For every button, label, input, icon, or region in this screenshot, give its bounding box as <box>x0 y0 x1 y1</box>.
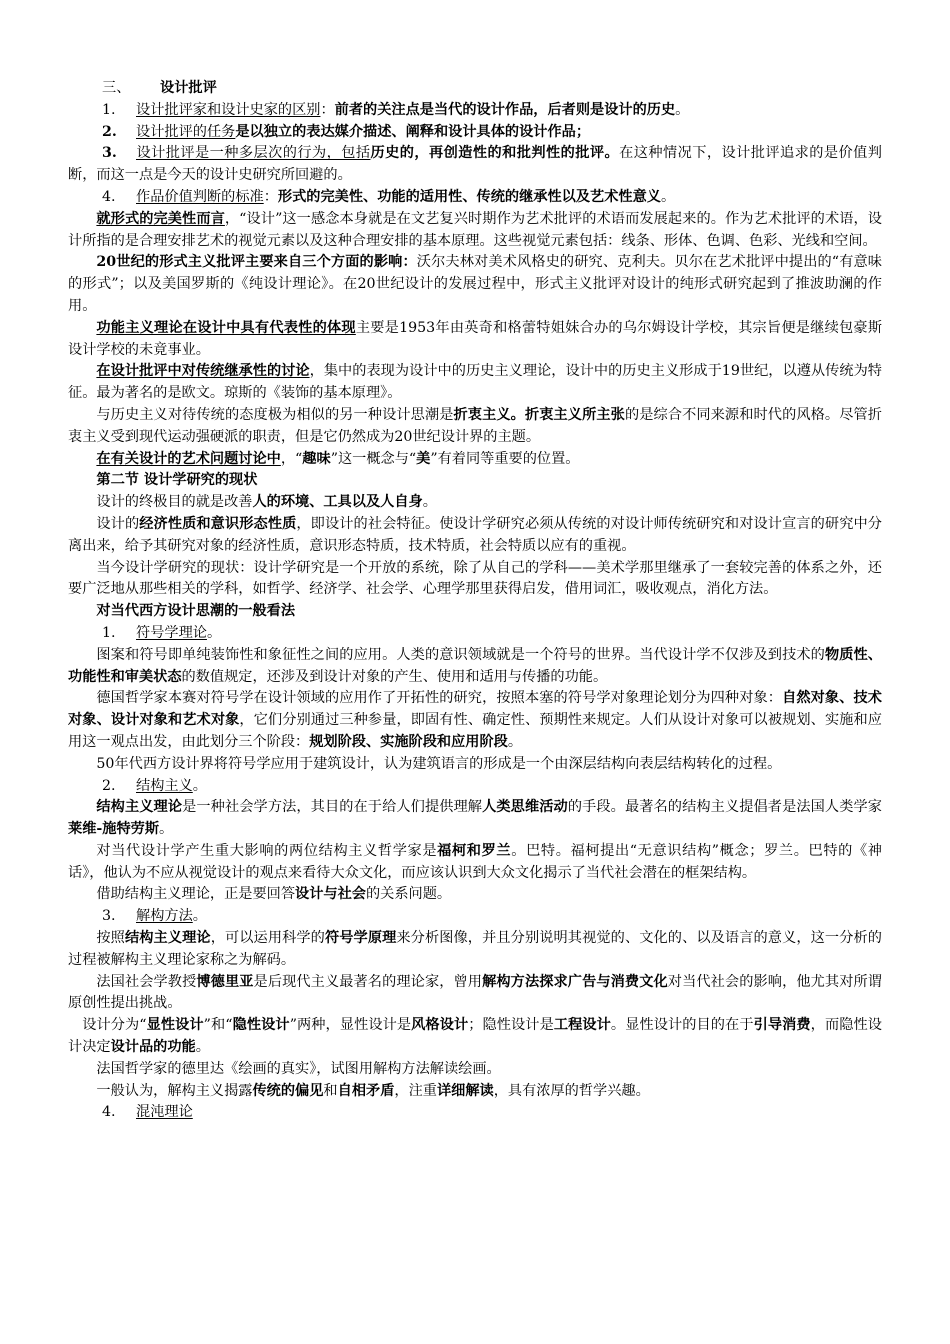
paragraph-design-society <box>68 884 882 906</box>
text: 借助结构主义理论，正是要回答 <box>96 886 296 903</box>
text: ，即设计的社会特征。使设计学研究必须从传统的对设计师传统研究和对设计宣言的研究中分离出来，给予其研究对象的经济性质，意识形态特质，技术特质，社会特质以应有的重视。 <box>68 515 882 554</box>
underlined-term: 设计批评的任务 <box>136 123 236 140</box>
text: 设计的终极目的就是改善 <box>96 494 253 511</box>
bold-underlined-term: 在有关设计的艺术问题讨论中 <box>96 450 281 467</box>
text: 一般认为，解构主义揭露 <box>96 1082 253 1099</box>
paragraph-tradition <box>68 361 882 405</box>
bold-text: 规划阶段、实施阶段和应用阶段 <box>309 733 508 750</box>
text: 。显性设计的目的在于 <box>610 1017 754 1034</box>
text: 。 <box>422 494 437 511</box>
bold-underlined-term: 在设计批评中对传统继承性的讨论 <box>96 363 310 380</box>
bold-text: 前者的关注点是当代的设计作品，后者则是设计的历史 <box>334 101 676 118</box>
item-number: 2. <box>102 123 117 140</box>
underlined-term: 作品价值判断的标准 <box>136 188 264 205</box>
text: 对当代社会的影响，他尤其对所谓原创性提出挑战。 <box>68 973 882 1012</box>
bold-text: 风格设计 <box>411 1017 469 1034</box>
subheading-title: 对当代西方设计思潮的一般看法 <box>96 603 296 620</box>
item-number: 4. <box>102 188 116 205</box>
text: 。 <box>192 908 207 925</box>
bold-text: 引导消费 <box>753 1017 811 1034</box>
bold-text: 历史的，再创造性的和批判性的批评。 <box>370 145 620 162</box>
underlined-term: 设计批评是一种多层次的行为，包括 <box>136 145 371 162</box>
bold-text: 自然对象、技术对象、设计对象和艺术对象 <box>68 690 882 729</box>
list-item-deconstruction <box>68 906 882 928</box>
section-heading-design-criticism <box>68 78 882 100</box>
text: 法国哲学家的德里达《绘画的真实》，试图用解构方法解读绘画。 <box>96 1060 501 1077</box>
text: 是一种社会学方法，其目的在于给人们提供理解 <box>182 799 483 816</box>
paragraph-baudrillard <box>68 972 882 1016</box>
list-item-semiotics <box>68 623 882 645</box>
item-number: 2. <box>102 777 116 794</box>
text: 德国哲学家本赛对符号学在设计领域的应用作了开拓性的研究，按照本塞的符号学对象理论划分为四种对象： <box>96 690 783 707</box>
text: 与历史主义对待传统的态度极为相似的另一种设计思潮是 <box>96 406 454 423</box>
bold-text: 结构主义理论 <box>124 930 211 947</box>
text: ”和“ <box>203 1017 233 1034</box>
bold-text: 人的环境、工具以及人自身 <box>252 494 423 511</box>
bold-text: 传统的偏见 <box>252 1082 324 1099</box>
text: ，集中的表现为设计中的历史主义理论，设计中的历史主义形成于19世纪，以遵从传统为特征。最为著名的是欧文。琼斯的《装饰的基本原理》。 <box>68 363 882 402</box>
text: 。 <box>159 821 174 838</box>
text: ，具有浓厚的哲学兴趣。 <box>493 1082 650 1099</box>
text: 对当代设计学产生重大影响的两位结构主义哲学家是 <box>96 842 438 859</box>
bold-text: 形式的完美性、功能的适用性、传统的继承性以及艺术性意义 <box>277 188 661 205</box>
section-title: 设计批评 <box>160 80 217 96</box>
bold-text: 隐性设计 <box>232 1017 290 1034</box>
text: 在这种情况下，设计批评追求的是价值判断，而这一点是今天的设计史研究所回避的。 <box>68 145 882 184</box>
text: ： <box>263 188 278 205</box>
bold-text: 莱维-施特劳斯 <box>68 821 160 838</box>
paragraph-derrida <box>68 1059 882 1081</box>
list-item-structuralism <box>68 776 882 798</box>
text: ”这一概念与“ <box>330 450 417 467</box>
text: 的关系问题。 <box>365 886 452 903</box>
text: ，可以运用科学的 <box>210 930 325 947</box>
bold-text: 结构主义理论 <box>96 799 183 816</box>
text: 。巴特。福柯提出“无意识结构”概念；罗兰。巴特的《神话》，他认为不应从视觉设计的观点来看待大众文化，而应该认识到大众文化揭示了当代社会潜在的框架结构。 <box>68 842 882 881</box>
text: ，“设计”这一感念本身就是在文艺复兴时期作为艺术批评的术语而发展起来的。作为艺术批评的术语，设计所指的是合理安排艺术的视觉元素以及这种合理安排的基本原理。这些视觉元素包括：线条、形体、色调、色彩、光线和空间。 <box>68 210 882 249</box>
bold-text: 人类思维活动 <box>482 799 568 816</box>
text: ，而隐性设计决定 <box>68 1017 882 1056</box>
paragraph-decoding <box>68 928 882 972</box>
paragraph-explicit-implicit <box>68 1015 882 1059</box>
bold-text: 趣味 <box>302 450 331 467</box>
text: 。 <box>192 777 207 794</box>
text: 和 <box>323 1082 338 1099</box>
bold-text: 折衷主义。折衷主义所主张 <box>453 406 625 423</box>
underlined-term: 混沌理论 <box>136 1104 193 1121</box>
text: ，“ <box>280 450 303 467</box>
text: 。 <box>675 101 690 118</box>
paragraph-ultimate-goal <box>68 492 882 514</box>
bold-text: 博德里亚 <box>196 973 254 990</box>
paragraph-current-status <box>68 558 882 602</box>
text: ”两种，显性设计是 <box>289 1017 412 1034</box>
text: 50年代西方设计界将符号学应用于建筑设计，认为建筑语言的形成是一个由深层结构向表层结构转化的过程。 <box>96 755 782 772</box>
paragraph-eclecticism <box>68 405 882 449</box>
text: ： <box>320 101 335 118</box>
text: ；隐性设计是 <box>468 1017 554 1034</box>
bold-text: 设计与社会 <box>295 886 366 903</box>
bold-text: 显性设计 <box>146 1017 204 1034</box>
bold-text: 美 <box>416 450 431 467</box>
bold-text: 经济性质和意识形态性质 <box>139 515 297 532</box>
text: 来分析图像，并且分别说明其视觉的、文化的、以及语言的意义，这一分析的过程被解构主义理论家称之为解码。 <box>68 930 882 968</box>
text: 的数值规定，还涉及到设计对象的产生、使用和适用与传播的功能。 <box>181 668 608 685</box>
bold-text: 自相矛盾 <box>337 1082 395 1099</box>
paragraph-functionalism <box>68 318 882 362</box>
paragraph-architecture <box>68 754 882 776</box>
paragraph-structuralism-theory <box>68 797 882 841</box>
text: 设计分为“ <box>82 1017 147 1034</box>
text: 当今设计学研究的现状：设计学研究是一个开放的系统，除了从自己的学科——美术学那里继承了一套较完善的体系之外，还要广泛地从那些相关的学科，如哲学、经济学、社会学、心理学那里获得启发，借用词汇，吸收观点，消化方法。 <box>68 559 882 598</box>
text: 设计的 <box>96 515 140 532</box>
text: ，它们分别通过三种参量，即固有性、确定性、预期性来规定。人们从设计对象可以被规划、实施和应用这一观点出发，由此划分三个阶段： <box>68 712 882 750</box>
subheading-western-trends <box>68 601 882 623</box>
bold-text: 福柯和罗兰 <box>437 842 512 859</box>
text: 。 <box>660 188 676 205</box>
text: 。 <box>195 1039 210 1056</box>
text: 。 <box>206 624 222 641</box>
underlined-term: 符号学理论 <box>136 624 207 641</box>
text: 的是综合不同来源和时代的风格。尽管折衷主义受到现代运动强硬派的职责，但是它仍然成为20世纪设计界的主题。 <box>68 406 882 445</box>
bold-underlined-term: 功能主义理论在设计中具有代表性的体现 <box>96 319 356 336</box>
text: 是后现代主义最著名的理论家，曾用 <box>253 973 483 990</box>
text: ，注重 <box>394 1082 437 1099</box>
text: 按照 <box>96 930 125 947</box>
item-number: 3. <box>102 145 117 162</box>
text: ”有着同等重要的位置。 <box>430 450 580 467</box>
bold-text: 工程设计 <box>553 1017 611 1034</box>
underlined-term: 设计批评家和设计史家的区别 <box>136 101 321 118</box>
paragraph-taste <box>68 449 882 471</box>
bold-text: 符号学原理 <box>324 930 397 947</box>
list-item-chaos-theory <box>68 1102 882 1124</box>
text: 图案和符号即单纯装饰性和象征性之间的应用。人类的意识领域就是一个符号的世界。当代设计学不仅涉及到技术的 <box>96 646 825 663</box>
bold-text: 物质性、功能性和审美状态 <box>68 646 882 685</box>
bold-text: 解构方法探求广告与消费文化 <box>482 973 668 990</box>
section-title: 第二节 设计学研究的现状 <box>96 472 258 489</box>
bold-underlined-term: 就形式的完美性而言 <box>96 210 225 227</box>
underlined-term: 解构方法 <box>136 908 193 925</box>
list-item-1 <box>68 100 882 122</box>
list-item-2 <box>68 122 882 144</box>
section-heading-research-status <box>68 470 882 492</box>
bold-text: 详细解读 <box>436 1082 494 1099</box>
paragraph-formalism <box>68 252 882 317</box>
bold-text: 20世纪的形式主义批评主要来自三个方面的影响： <box>96 254 417 271</box>
paragraph-symbols <box>68 645 882 689</box>
text: 法国社会学教授 <box>96 973 197 990</box>
list-item-4 <box>68 187 882 209</box>
item-number: 4. <box>102 1104 116 1121</box>
text: 的手段。最著名的结构主义提倡者是法国人类学家 <box>567 799 882 816</box>
item-number: 3. <box>102 908 116 925</box>
text: 。 <box>507 733 523 750</box>
bold-text: 是以独立的表达媒介描述、阐释和设计具体的设计作品； <box>235 123 591 140</box>
item-number: 1. <box>102 624 116 641</box>
list-item-3 <box>68 143 882 187</box>
item-number: 1. <box>102 101 116 118</box>
underlined-term: 结构主义 <box>136 777 193 794</box>
text: 主要是1953年由英奇和格蕾特姐妹合办的乌尔姆设计学校，其宗旨便是继续包豪斯设计学校的未竟事业。 <box>68 319 883 358</box>
paragraph-foucault-barthes <box>68 841 882 885</box>
paragraph-bense <box>68 688 882 753</box>
paragraph-deconstruction-summary <box>68 1081 882 1103</box>
text: 沃尔夫林对美术风格史的研究、克利夫。贝尔在艺术批评中提出的“有意味的形式”；以及美国罗斯的《纯设计理论》。在20世纪设计的发展过程中，形式主义批评对设计的纯形式研究起到了推波助澜的作用。 <box>68 254 882 314</box>
paragraph-form-perfection <box>68 209 882 253</box>
section-number: 三、 <box>102 80 131 96</box>
bold-text: 设计品的功能 <box>110 1039 196 1056</box>
paragraph-economic-nature <box>68 514 882 558</box>
